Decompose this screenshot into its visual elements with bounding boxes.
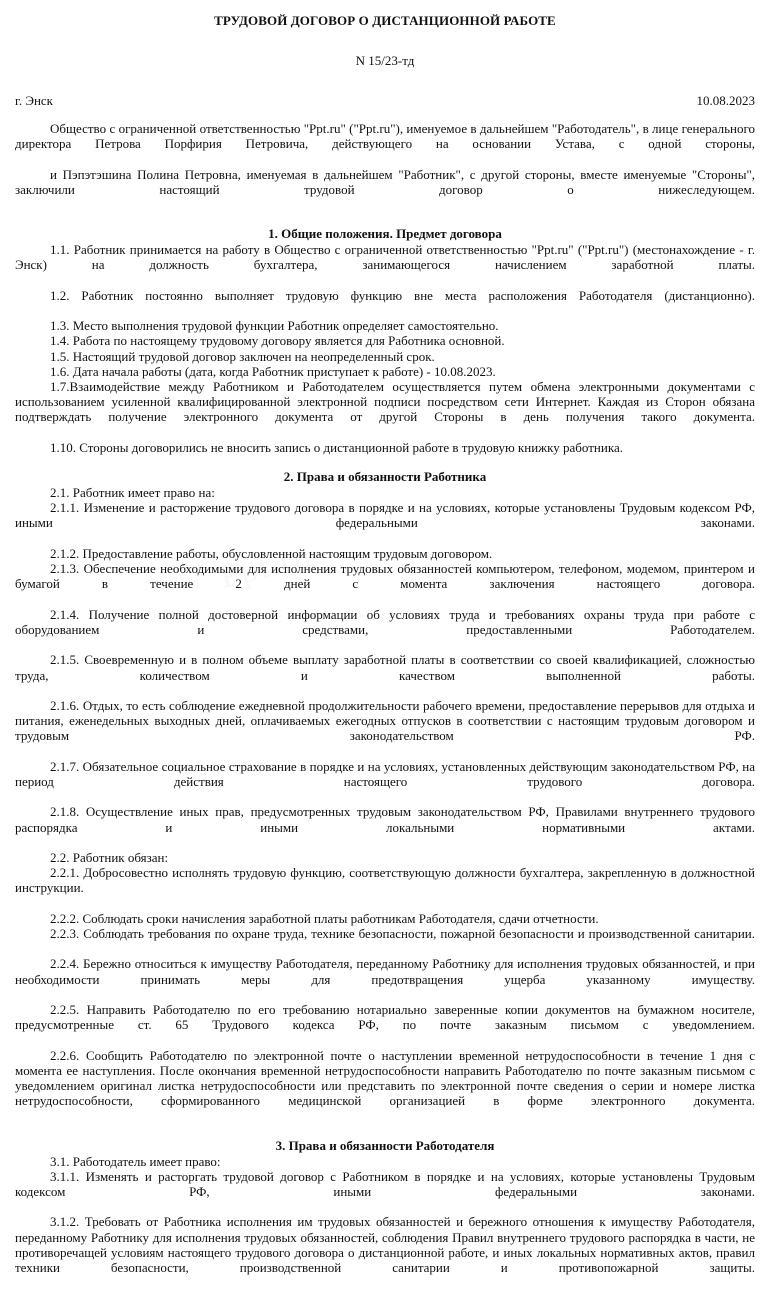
clause-2-1-5: 2.1.5. Своевременную и в полном объеме выплату заработной платы в соответствии со своей квалификацией, сложностью труда, количеством и качеством выполненной работы.: [15, 652, 755, 683]
clause-1-7: 1.7.Взаимодействие между Работником и Работодателем осуществляется путем обмена электронными документами с использованием усиленной квалифицированной электронной подписи посредством сети Интернет. Каждая из Сторон обязана подтверждать получение электронного документа от другой Стороны в день получения такого документа.: [15, 379, 755, 425]
clause-2-1-2: 2.1.2. Предоставление работы, обусловленной настоящим трудовым договором.: [50, 545, 493, 561]
clause-2-2: 2.2. Работник обязан:: [50, 849, 169, 865]
preamble-block: [15, 108, 755, 212]
section-1-heading: 1. Общие положения. Предмет договора: [268, 226, 502, 242]
clause-2-1-6: 2.1.6. Отдых, то есть соблюдение ежедневной продолжительности рабочего времени, предоставление перерывов для отдыха и питания, еженедельных выходных дней, оплачиваемых ежегодных отпусков в соответствии с настоящим трудовым договором и трудовым законодательством РФ.: [15, 697, 755, 744]
clause-2-1-8: 2.1.8. Осуществление иных прав, предусмотренных трудовым законодательством РФ, Правилами внутреннего трудового распорядка и иными локальными нормативными актами.: [15, 804, 755, 835]
document-date: 10.08.2023: [696, 93, 755, 108]
clause-1-4: 1.4. Работа по настоящему трудовому договору является для Работника основной.: [50, 333, 505, 349]
section-2: [15, 455, 755, 1124]
clause-2-2-5: 2.2.5. Направить Работодателю по его требованию нотариально заверенные копии документов на бумажном носителе, предусмотренные ст. 65 Трудового кодекса РФ, по почте заказным письмом с уведомлением.: [15, 1001, 755, 1033]
clause-2-1-4: 2.1.4. Получение полной достоверной информации об условиях труда и требованиях охраны труда при работе с оборудованием и средствами, предоставленными Работодателем.: [15, 606, 755, 637]
section-3-heading: 3. Права и обязанности Работодателя: [275, 1137, 495, 1153]
clause-2-1-3: 2.1.3. Обеспечение необходимыми для исполнения трудовых обязанностей компьютером, телефоном, модемом, принтером и бумагой в течение 2 дней с момента заключения настоящего договора.: [15, 561, 755, 592]
preamble-paragraph-1: Общество с ограниченной ответственностью "Ppt.ru" ("Ppt.ru"), именуемое в дальнейшем "Работодатель", в лице генерального директора Петрова Порфирия Петровича, действующего на основании Устава, с одной стороны,: [15, 121, 755, 152]
clause-1-10: 1.10. Стороны договорились не вносить запись о дистанционной работе в трудовую книжку работника.: [50, 439, 623, 455]
clause-1-2: 1.2. Работник постоянно выполняет трудовую функцию вне места расположения Работодателя (дистанционно).: [50, 287, 755, 303]
clause-1-3: 1.3. Место выполнения трудовой функции Работник определяет самостоятельно.: [50, 318, 499, 334]
preamble-paragraph-2: и Пэпэтэшина Полина Петровна, именуемая в дальнейшем "Работник", с другой стороны, вместе именуемые "Стороны", заключили настоящий трудовой договор о нижеследующем.: [15, 166, 755, 197]
clause-2-2-4: 2.2.4. Бережно относиться к имуществу Работодателя, переданному Работнику для исполнения трудовых обязанностей, и при необходимости принимать меры для предотвращения ущерба указанному имуществу.: [15, 956, 755, 987]
clause-1-5: 1.5. Настоящий трудовой договор заключен на неопределенный срок.: [50, 348, 435, 364]
clause-2-2-2: 2.2.2. Соблюдать сроки начисления заработной платы работникам Работодателя, сдачи отчетности.: [50, 910, 599, 926]
clause-2-1-7: 2.1.7. Обязательное социальное страхование в порядке и на условиях, установленных действующим законодательством РФ, на период действия настоящего трудового договора.: [15, 758, 755, 789]
document-city: г. Энск: [15, 93, 53, 108]
clause-2-1-1: 2.1.1. Изменение и расторжение трудового договора в порядке и на условиях, которые установлены Трудовым кодексом РФ, иными федеральными законами.: [15, 500, 755, 531]
clause-2-2-1: 2.2.1. Добросовестно исполнять трудовую функцию, соответствующую должности бухгалтера, закрепленную в должностной инструкции.: [15, 865, 755, 896]
clause-2-1: 2.1. Работник имеет право на:: [50, 485, 215, 501]
watermark-text: Ppt.ru: [216, 537, 317, 596]
clause-3-1: 3.1. Работодатель имеет право:: [50, 1153, 221, 1169]
clause-2-2-3: 2.2.3. Соблюдать требования по охране труда, технике безопасности, пожарной безопасности и производственной санитарии.: [50, 925, 755, 941]
clause-3-1-1: 3.1.1. Изменять и расторгать трудовой договор с Работником в порядке и на условиях, которые установлены Трудовым кодексом РФ, иными федеральными законами.: [15, 1168, 755, 1199]
document-title: ТРУДОВОЙ ДОГОВОР О ДИСТАНЦИОННОЙ РАБОТЕ: [214, 13, 556, 28]
place-and-date-row: [15, 68, 755, 108]
section-1: [15, 212, 755, 455]
clause-3-1-2: 3.1.2. Требовать от Работника исполнения им трудовых обязанностей и бережного отношения к имуществу Работодателя, переданному Работнику для исполнения трудовых обязанностей, соблюдения Правил внутреннего трудового распорядка в части, не противоречащей условиям настоящего трудового договора о дистанционной работе, и иных локальных нормативных актов, правил техники безопасности, производственной санитарии и противопожарной защиты.: [15, 1214, 755, 1276]
section-3: [15, 1124, 755, 1290]
document-content: [15, 0, 755, 1290]
document-number: N 15/23-тд: [355, 53, 415, 68]
clause-2-2-6: 2.2.6. Сообщить Работодателю по электронной почте о наступлении временной нетрудоспособности в течение 1 дня с момента ее наступления. После окончания временной нетрудоспособности направить Работодателю по почте заказным письмом с уведомлением оригинал листка нетрудоспособности или представить по электронной почте сведения о серии и номере листка нетрудоспособности, сформированного медицинской организацией в форме электронного документа.: [15, 1047, 755, 1109]
section-2-heading: 2. Права и обязанности Работника: [283, 469, 487, 485]
clause-1-6: 1.6. Дата начала работы (дата, когда Работник приступает к работе) - 10.08.2023.: [50, 363, 496, 379]
clause-1-1: 1.1. Работник принимается на работу в Общество с ограниченной ответственностью "Ppt.ru" ("Ppt.ru") (местонахождение - г. Энск) на должность бухгалтера, занимающегося начислением заработной платы.: [15, 242, 755, 273]
